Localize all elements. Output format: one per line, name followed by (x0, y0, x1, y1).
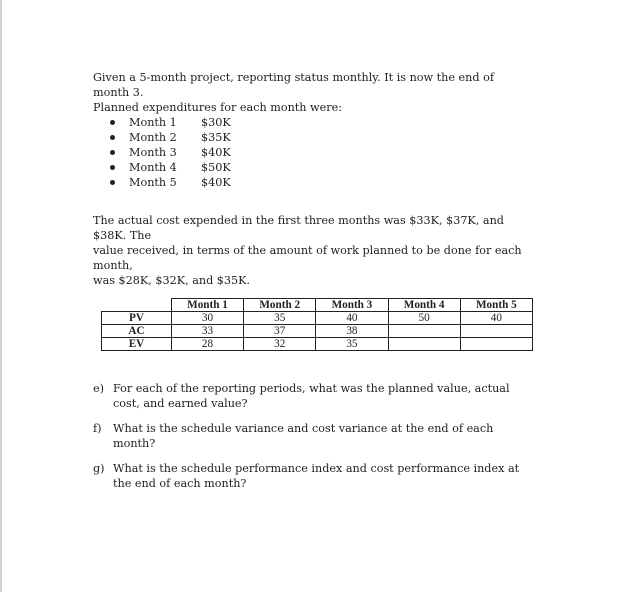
table-cell: 28 (171, 338, 243, 351)
planned-expenditures-list (93, 115, 533, 190)
column-header: Month 4 (388, 299, 460, 312)
question-item (93, 421, 533, 451)
bullet-icon (110, 135, 115, 140)
table-cell: 40 (460, 312, 532, 325)
question-text: What is the schedule performance index and cost performance index at the end of each month? (113, 462, 520, 490)
table-cell: 37 (244, 325, 316, 338)
question-text: What is the schedule variance and cost variance at the end of each month? (113, 422, 494, 450)
column-header: Month 1 (171, 299, 243, 312)
question-letter: e) (93, 382, 104, 395)
table-cell: 35 (316, 338, 388, 351)
month-amount: $50K (201, 161, 231, 174)
table-cell: 38 (316, 325, 388, 338)
table-cell: 50 (388, 312, 460, 325)
table-row (102, 325, 533, 338)
month-amount: $40K (201, 176, 231, 189)
table-cell: 33 (171, 325, 243, 338)
table-cell (460, 338, 532, 351)
actual-cost-line-3: was $28K, $32K, and $35K. (93, 274, 251, 287)
table-cell (388, 338, 460, 351)
table-cell: 35 (244, 312, 316, 325)
month-label: Month 1 (129, 116, 177, 129)
question-item (93, 461, 533, 491)
questions-list (93, 381, 533, 491)
list-item (110, 115, 533, 130)
document-page (93, 70, 533, 501)
question-letter: g) (93, 462, 105, 475)
month-amount: $35K (201, 131, 231, 144)
month-label: Month 5 (129, 176, 177, 189)
page-left-edge (0, 0, 2, 592)
bullet-icon (110, 165, 115, 170)
actual-cost-line-1: The actual cost expended in the first three months was $33K, $37K, and $38K. The (93, 214, 504, 242)
bullet-icon (110, 180, 115, 185)
column-header: Month 2 (244, 299, 316, 312)
bullet-icon (110, 150, 115, 155)
month-label: Month 4 (129, 161, 177, 174)
month-amount: $40K (201, 146, 231, 159)
actual-cost-line-2: value received, in terms of the amount of work planned to be done for each month, (93, 244, 522, 272)
question-item (93, 381, 533, 411)
question-text: For each of the reporting periods, what was the planned value, actual cost, and earned value? (113, 382, 510, 410)
row-header: EV (102, 338, 172, 351)
month-amount: $30K (201, 116, 231, 129)
table-corner-cell (102, 299, 172, 312)
intro-line-2: Planned expenditures for each month were: (93, 101, 342, 114)
list-item (110, 130, 533, 145)
table-cell (460, 325, 532, 338)
table-cell: 30 (171, 312, 243, 325)
row-header: PV (102, 312, 172, 325)
column-header: Month 3 (316, 299, 388, 312)
list-item (110, 175, 533, 190)
actual-cost-paragraph (93, 213, 533, 288)
table-row (102, 312, 533, 325)
table-header-row (102, 299, 533, 312)
table-cell (388, 325, 460, 338)
list-item (110, 145, 533, 160)
column-header: Month 5 (460, 299, 532, 312)
table-cell: 32 (244, 338, 316, 351)
evm-table (101, 298, 533, 351)
month-label: Month 2 (129, 131, 177, 144)
table-cell: 40 (316, 312, 388, 325)
intro-paragraph (93, 70, 533, 115)
row-header: AC (102, 325, 172, 338)
intro-line-1: Given a 5-month project, reporting status monthly. It is now the end of month 3. (93, 71, 494, 99)
month-label: Month 3 (129, 146, 177, 159)
question-letter: f) (93, 422, 102, 435)
bullet-icon (110, 120, 115, 125)
table-row (102, 338, 533, 351)
list-item (110, 160, 533, 175)
